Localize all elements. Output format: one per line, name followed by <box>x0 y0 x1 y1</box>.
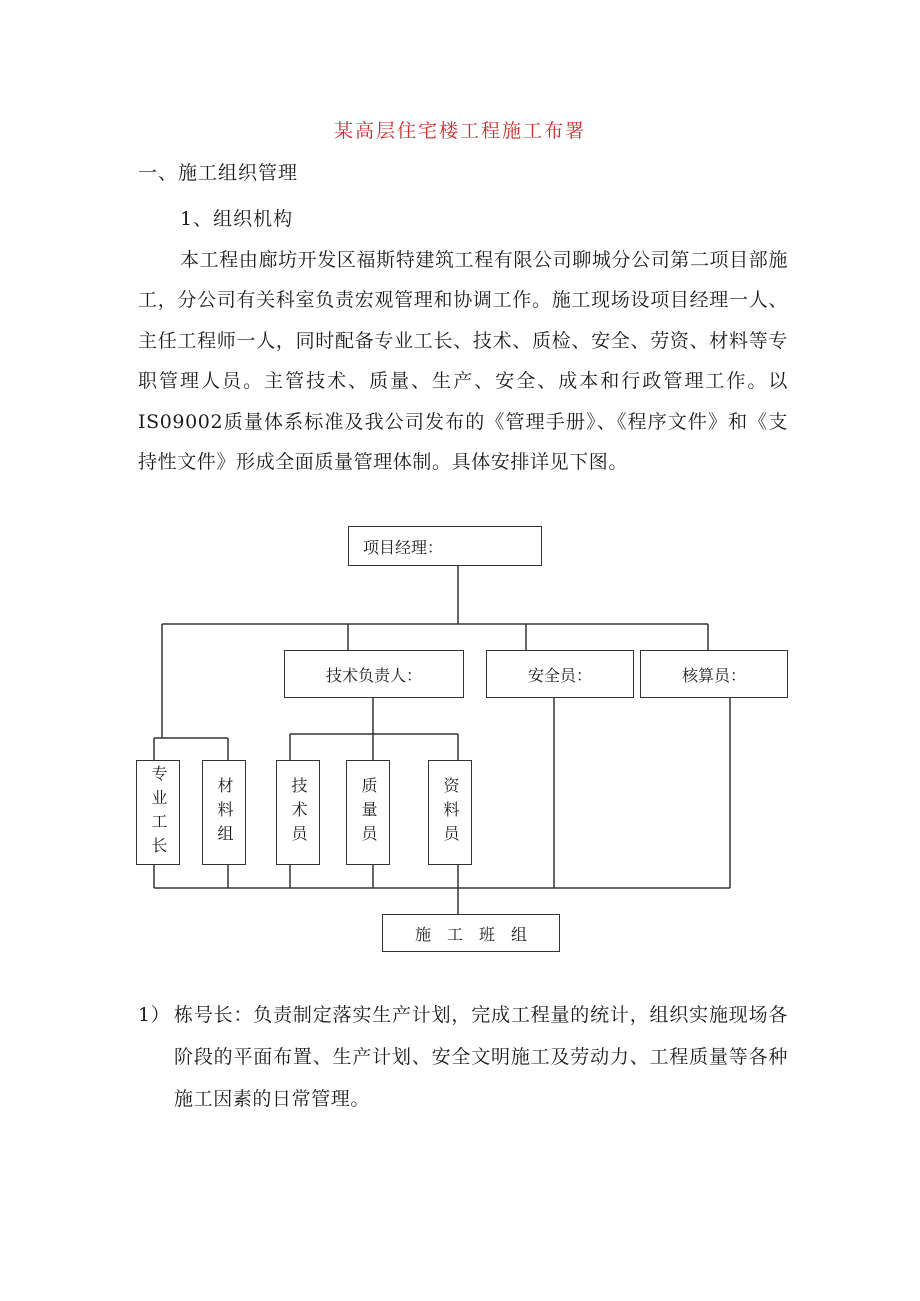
org-chart <box>130 520 770 960</box>
materials-team-label: 材料组 <box>215 776 234 849</box>
safety-officer-label: 安全员： <box>527 665 592 685</box>
tech-lead-box <box>284 650 464 698</box>
documents-clerk-box <box>428 760 472 865</box>
duty-text: 栋号长：负责制定落实生产计划，完成工程量的统计，组织实施现场各阶段的平面布置、生产计划、安全文明施工及劳动力、工程质量等各种施工因素的日常管理。 <box>174 1004 788 1110</box>
quality-inspector-box <box>346 760 390 865</box>
documents-clerk-label: 资料员 <box>441 776 460 849</box>
duty-number: 1） <box>138 1004 171 1026</box>
accountant-label: 核算员： <box>681 665 746 685</box>
foreman-label: 专业工长 <box>149 764 168 861</box>
quality-inspector-label: 质量员 <box>359 776 378 849</box>
section-heading: 一、施工组织管理 <box>138 162 299 184</box>
construction-team-box <box>382 914 560 952</box>
safety-officer-box <box>486 650 634 698</box>
duty-item <box>138 994 788 1120</box>
technician-box <box>276 760 320 865</box>
materials-team-box <box>202 760 246 865</box>
technician-label: 技术员 <box>289 776 308 849</box>
intro-paragraph: 本工程由廊坊开发区福斯特建筑工程有限公司聊城分公司第二项目部施工，分公司有关科室负责宏观管理和协调工作。施工现场设项目经理一人、主任工程师一人，同时配备专业工长、技术、质检、安全、劳资、材料等专职管理人员。主管技术、质量、生产、安全、成本和行政管理工作。以IS09002质量体系标准及我公司发布的《管理手册》、《程序文件》和《支持性文件》形成全面质量管理体制。具体安排详见下图。 <box>138 249 788 474</box>
project-manager-label: 项目经理： <box>363 537 444 557</box>
foreman-box <box>136 760 180 865</box>
accountant-box <box>640 650 788 698</box>
subsection-heading: 1、组织机构 <box>180 208 294 230</box>
org-chart-connectors <box>130 520 770 960</box>
tech-lead-label: 技术负责人： <box>325 665 422 685</box>
document-title: 某高层住宅楼工程施工布署 <box>333 120 586 142</box>
project-manager-box <box>348 526 542 566</box>
construction-team-label: 施 工 班 组 <box>414 924 527 944</box>
